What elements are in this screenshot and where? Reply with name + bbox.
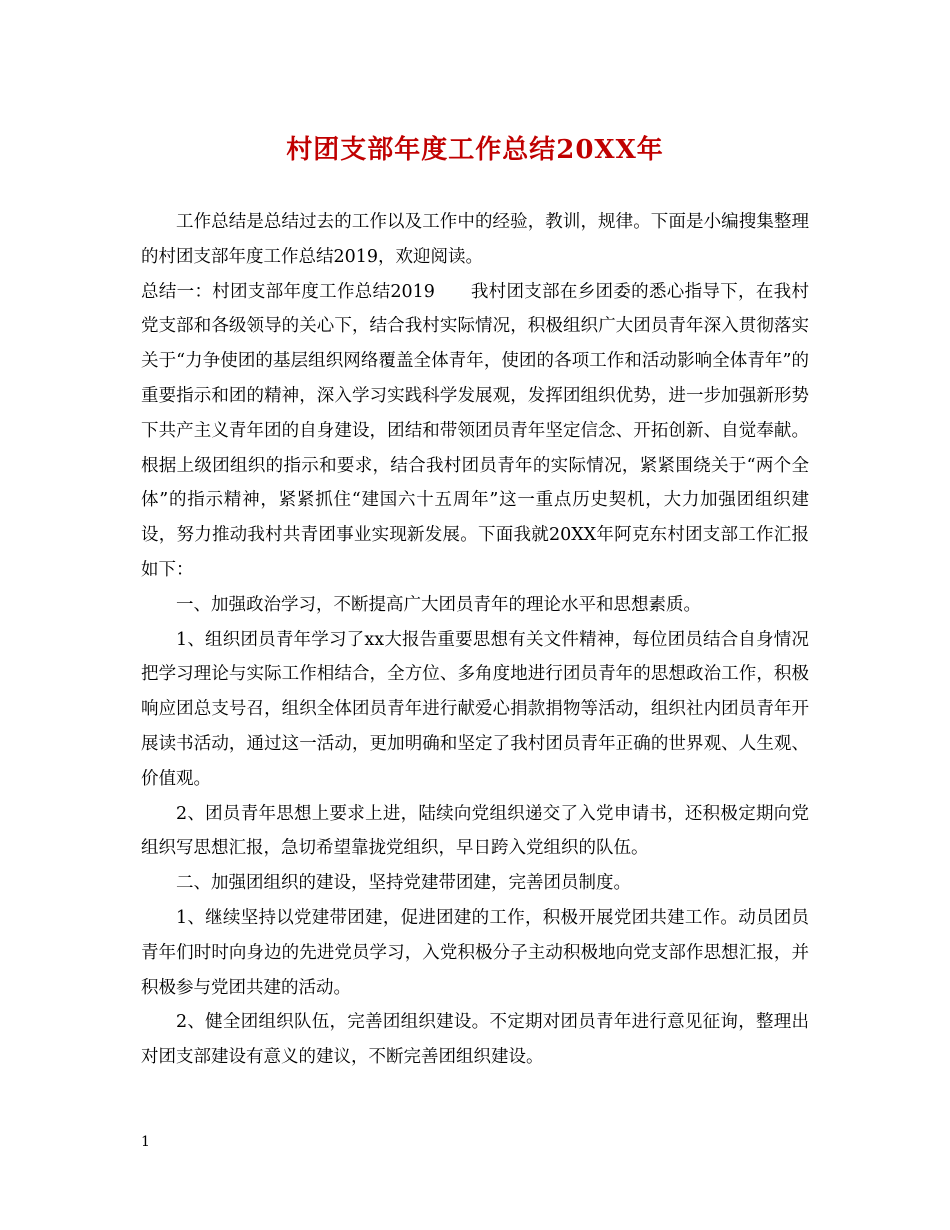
paragraph-summary-one: 总结一：村团支部年度工作总结2019 我村团支部在乡团委的悉心指导下，在我村党支部和各级领导的关心下，结合我村实际情况，积极组织广大团员青年深入贯彻落实关于“力争使团的基层组织网络覆盖全体青年，使团的各项工作和活动影响全体青年”的重要指示和团的精神，深入学习实践科学发展观，发挥团组织优势，进一步加强新形势下共产主义青年团的自身建设，团结和带领团员青年坚定信念、开拓创新、自觉奉献。根据上级团组织的指示和要求，结合我村团员青年的实际情况，紧紧围绕关于“两个全体”的指示精神，紧紧抓住“建国六十五周年”这一重点历史契机，大力加强团组织建设，努力推动我村共青团事业实现新发展。下面我就20XX年阿克东村团支部工作汇报如下： (141, 281, 809, 580)
page-number: 1 (141, 1134, 150, 1150)
paragraph-item-1-2: 2、团员青年思想上要求上进，陆续向党组织递交了入党申请书，还积极定期向党组织写思想汇报，急切希望靠拢党组织，早日跨入党组织的队伍。 (141, 803, 809, 859)
paragraph-intro: 工作总结是总结过去的工作以及工作中的经验，教训，规律。下面是小编搜集整理的村团支部年度工作总结2019，欢迎阅读。 (141, 212, 809, 267)
paragraph-item-1-1: 1、组织团员青年学习了xx大报告重要思想有关文件精神，每位团员结合自身情况把学习理论与实际工作相结合，全方位、多角度地进行团员青年的思想政治工作，积极响应团总支号召，组织全体团员青年进行献爱心捐款捐物等活动，组织社内团员青年开展读书活动，通过这一活动，更加明确和坚定了我村团员青年正确的世界观、人生观、价值观。 (141, 629, 809, 789)
paragraph-item-2-2: 2、健全团组织队伍，完善团组织建设。不定期对团员青年进行意见征询，整理出对团支部建设有意义的建议，不断完善团组织建设。 (141, 1012, 809, 1068)
section-heading-one: 一、加强政治学习，不断提高广大团员青年的理论水平和思想素质。 (176, 594, 701, 615)
document-title: 村团支部年度工作总结20XX年 (286, 135, 664, 165)
section-heading-two: 二、加强团组织的建设，坚持党建带团建，完善团员制度。 (176, 873, 631, 894)
document-body (141, 205, 809, 1075)
paragraph-item-2-1: 1、继续坚持以党建带团建，促进团建的工作，积极开展党团共建工作。动员团员青年们时时向身边的先进党员学习，入党积极分子主动积极地向党支部作思想汇报，并积极参与党团共建的活动。 (141, 907, 809, 998)
